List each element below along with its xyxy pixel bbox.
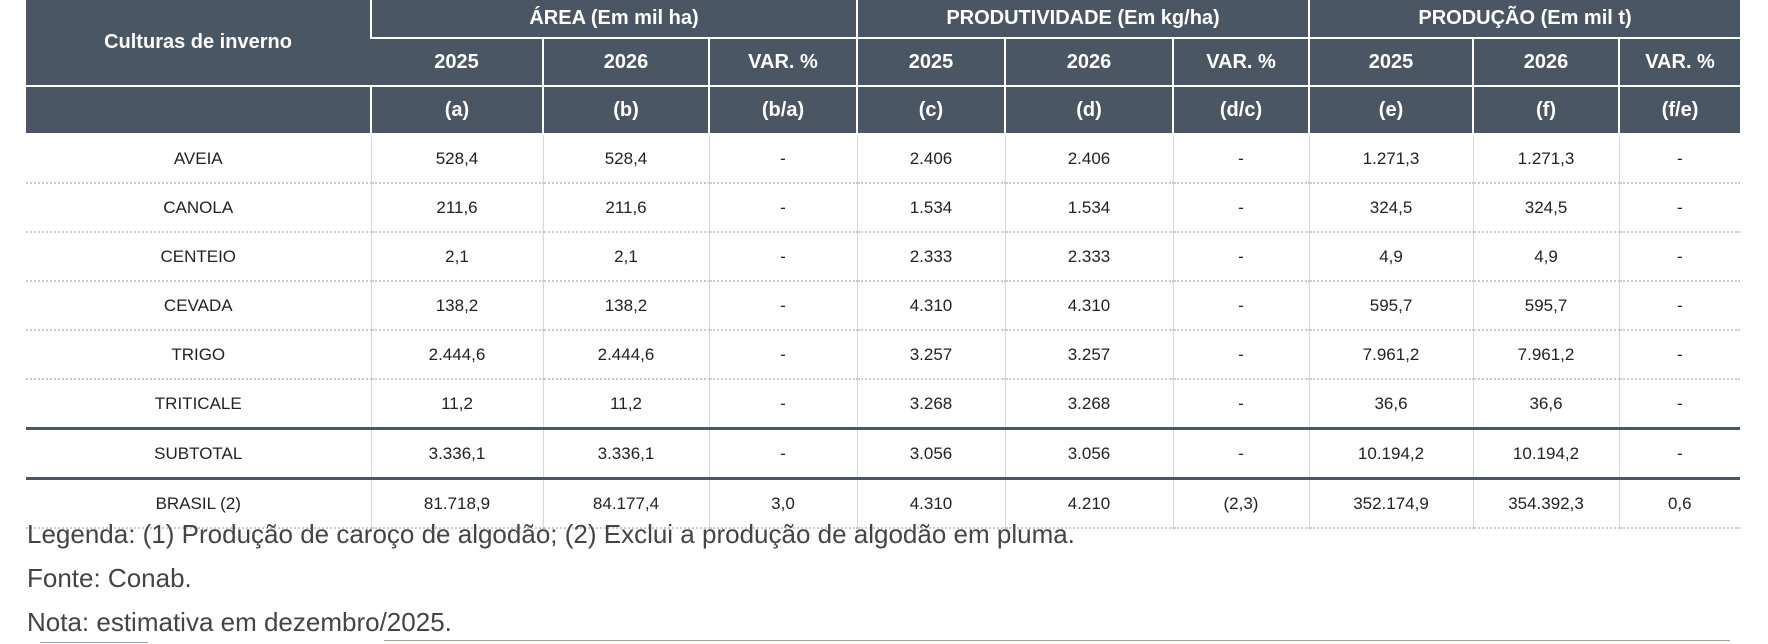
value-cell: 595,7 [1309, 281, 1473, 330]
value-cell: - [1173, 281, 1309, 330]
value-cell: 352.174,9 [1309, 479, 1473, 529]
value-cell: 4,9 [1473, 232, 1619, 281]
value-cell: 595,7 [1473, 281, 1619, 330]
value-cell: 3.268 [857, 379, 1005, 429]
value-cell: 3,0 [709, 479, 857, 529]
value-cell: 36,6 [1473, 379, 1619, 429]
source-note: Fonte: Conab. [27, 563, 192, 593]
value-cell: 10.194,2 [1309, 429, 1473, 479]
winter-crops-table [26, 0, 1740, 529]
letter-header-row [26, 86, 1740, 134]
letter-header: (d) [1005, 86, 1173, 134]
divider-line [40, 642, 148, 643]
letter-header: (b/a) [709, 86, 857, 134]
value-cell: 11,2 [543, 379, 709, 429]
crop-name-cell: CEVADA [26, 281, 371, 330]
value-cell: 1.271,3 [1309, 134, 1473, 183]
letter-header: (a) [371, 86, 543, 134]
value-cell: 0,6 [1619, 479, 1740, 529]
letter-header: (f) [1473, 86, 1619, 134]
area-group-header: ÁREA (Em mil ha) [371, 0, 857, 38]
value-cell: - [1173, 134, 1309, 183]
value-cell: - [709, 379, 857, 429]
value-cell: 4.310 [857, 281, 1005, 330]
table-row [26, 183, 1740, 232]
value-cell: 2.444,6 [543, 330, 709, 379]
value-cell: - [1619, 134, 1740, 183]
value-cell: 7.961,2 [1473, 330, 1619, 379]
letter-header: (f/e) [1619, 86, 1740, 134]
value-cell: 10.194,2 [1473, 429, 1619, 479]
value-cell: 4.310 [857, 479, 1005, 529]
letter-header: (b) [543, 86, 709, 134]
value-cell: - [1619, 232, 1740, 281]
table-header [26, 0, 1740, 134]
table-notes [27, 512, 1075, 644]
value-cell: 11,2 [371, 379, 543, 429]
value-cell: 3.056 [857, 429, 1005, 479]
value-cell: 324,5 [1473, 183, 1619, 232]
value-cell: 2,1 [371, 232, 543, 281]
value-cell: - [709, 232, 857, 281]
value-cell: 4.210 [1005, 479, 1173, 529]
year-header: 2025 [857, 38, 1005, 86]
value-cell: 7.961,2 [1309, 330, 1473, 379]
value-cell: 211,6 [371, 183, 543, 232]
value-cell: - [709, 134, 857, 183]
subtotal-row [26, 429, 1740, 479]
legend-note: Legenda: (1) Produção de caroço de algodão; (2) Exclui a produção de algodão em pluma. [27, 519, 1075, 549]
value-cell: 3.268 [1005, 379, 1173, 429]
crop-name-cell: BRASIL (2) [26, 479, 371, 529]
crop-column-header: Culturas de inverno [26, 0, 371, 86]
table-body [26, 134, 1740, 528]
value-cell: 1.271,3 [1473, 134, 1619, 183]
year-header: 2026 [1473, 38, 1619, 86]
estimate-note: Nota: estimativa em dezembro/2025. [27, 607, 452, 637]
productivity-group-header: PRODUTIVIDADE (Em kg/ha) [857, 0, 1309, 38]
value-cell: 36,6 [1309, 379, 1473, 429]
variation-header: VAR. % [1619, 38, 1740, 86]
year-header: 2025 [371, 38, 543, 86]
table-row [26, 330, 1740, 379]
value-cell: 1.534 [1005, 183, 1173, 232]
crop-name-cell: CENTEIO [26, 232, 371, 281]
value-cell: 2.406 [1005, 134, 1173, 183]
variation-header: VAR. % [709, 38, 857, 86]
crop-name-cell: AVEIA [26, 134, 371, 183]
value-cell: 2.444,6 [371, 330, 543, 379]
value-cell: 211,6 [543, 183, 709, 232]
table-row [26, 281, 1740, 330]
value-cell: - [709, 183, 857, 232]
value-cell: 324,5 [1309, 183, 1473, 232]
value-cell: - [1173, 429, 1309, 479]
value-cell: 2,1 [543, 232, 709, 281]
value-cell: - [709, 281, 857, 330]
table-row [26, 379, 1740, 429]
crop-name-cell: TRITICALE [26, 379, 371, 429]
crop-table-container [26, 0, 1740, 529]
value-cell: - [1173, 330, 1309, 379]
value-cell: 3.257 [1005, 330, 1173, 379]
value-cell: - [1173, 379, 1309, 429]
value-cell: - [1619, 330, 1740, 379]
crop-name-cell: TRIGO [26, 330, 371, 379]
value-cell: 81.718,9 [371, 479, 543, 529]
value-cell: 528,4 [543, 134, 709, 183]
divider-line [384, 640, 1730, 641]
blank-header-cell [26, 86, 371, 134]
year-header: 2026 [1005, 38, 1173, 86]
crop-name-cell: CANOLA [26, 183, 371, 232]
table-row [26, 232, 1740, 281]
value-cell: 3.257 [857, 330, 1005, 379]
value-cell: - [1619, 281, 1740, 330]
value-cell: 3.336,1 [371, 429, 543, 479]
value-cell: - [709, 429, 857, 479]
value-cell: - [1619, 429, 1740, 479]
value-cell: 4.310 [1005, 281, 1173, 330]
value-cell: 1.534 [857, 183, 1005, 232]
value-cell: 2.406 [857, 134, 1005, 183]
value-cell: 2.333 [1005, 232, 1173, 281]
value-cell: - [1619, 379, 1740, 429]
production-group-header: PRODUÇÃO (Em mil t) [1309, 0, 1740, 38]
variation-header: VAR. % [1173, 38, 1309, 86]
value-cell: 3.056 [1005, 429, 1173, 479]
value-cell: 84.177,4 [543, 479, 709, 529]
letter-header: (d/c) [1173, 86, 1309, 134]
letter-header: (e) [1309, 86, 1473, 134]
value-cell: 528,4 [371, 134, 543, 183]
year-header: 2025 [1309, 38, 1473, 86]
table-row [26, 134, 1740, 183]
value-cell: 138,2 [371, 281, 543, 330]
letter-header: (c) [857, 86, 1005, 134]
value-cell: 138,2 [543, 281, 709, 330]
crop-name-cell: SUBTOTAL [26, 429, 371, 479]
value-cell: 354.392,3 [1473, 479, 1619, 529]
year-header: 2026 [543, 38, 709, 86]
value-cell: - [1619, 183, 1740, 232]
value-cell: (2,3) [1173, 479, 1309, 529]
value-cell: 2.333 [857, 232, 1005, 281]
value-cell: - [709, 330, 857, 379]
value-cell: - [1173, 183, 1309, 232]
value-cell: 4,9 [1309, 232, 1473, 281]
value-cell: 3.336,1 [543, 429, 709, 479]
value-cell: - [1173, 232, 1309, 281]
